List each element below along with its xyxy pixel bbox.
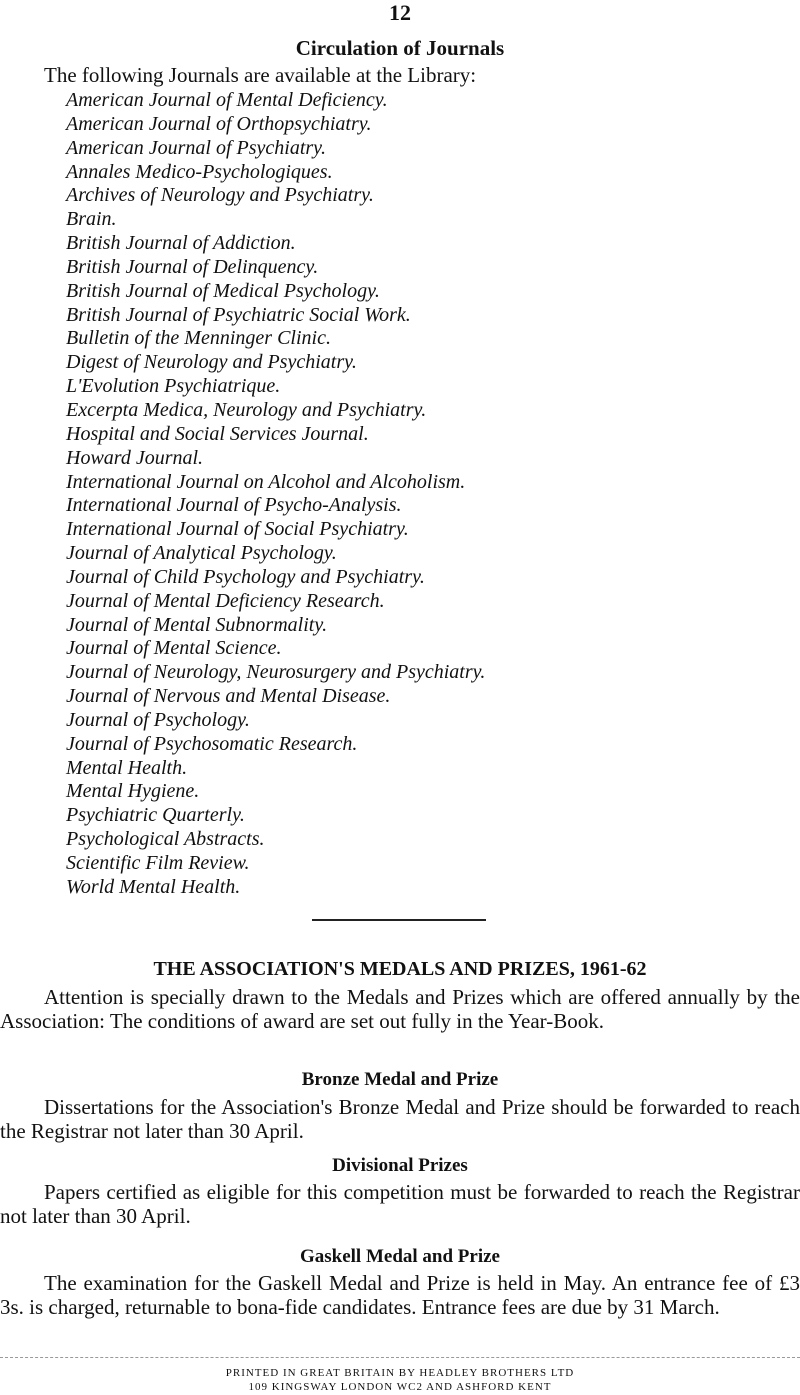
journal-item: Brain. (66, 208, 117, 231)
journal-item: Journal of Mental Deficiency Research. (66, 589, 385, 612)
journal-item: Journal of Neurology, Neurosurgery and Psychiatry. (66, 661, 486, 684)
journal-item: Psychological Abstracts. (66, 828, 265, 851)
journal-item: Journal of Analytical Psychology. (66, 542, 337, 565)
journal-item: International Journal of Social Psychiatry. (66, 518, 409, 541)
journal-item: British Journal of Delinquency. (66, 255, 319, 278)
journal-item: Digest of Neurology and Psychiatry. (66, 351, 357, 374)
journal-item: American Journal of Psychiatry. (66, 136, 326, 159)
journal-item: British Journal of Medical Psychology. (66, 279, 380, 302)
journal-list (66, 89, 485, 900)
bronze-text: Dissertations for the Association's Bronze Medal and Prize should be forwarded to reach the Registrar not later than 30 April. (0, 1095, 800, 1143)
bronze-heading: Bronze Medal and Prize (301, 1069, 499, 1090)
journal-item: Annales Medico-Psychologiques. (66, 160, 333, 183)
journal-item: L'Evolution Psychiatrique. (66, 375, 281, 398)
footer-divider (0, 1357, 800, 1358)
journal-item: Hospital and Social Services Journal. (66, 422, 369, 445)
divisional-text: Papers certified as eligible for this competition must be forwarded to reach the Registrar not later than 30 April. (0, 1180, 800, 1228)
journal-item: Journal of Mental Subnormality. (66, 613, 328, 636)
journal-item: Journal of Child Psychology and Psychiatry. (66, 565, 425, 588)
journal-item: American Journal of Orthopsychiatry. (66, 112, 372, 135)
journal-item: Mental Health. (66, 756, 188, 779)
circulation-intro: The following Journals are available at the Library: (44, 63, 477, 87)
imprint-line-2: 109 KINGSWAY LONDON WC2 AND ASHFORD KENT (248, 1381, 552, 1393)
medals-heading: THE ASSOCIATION'S MEDALS AND PRIZES, 1961-62 (153, 958, 647, 980)
section-divider (312, 919, 486, 921)
gaskell-text: The examination for the Gaskell Medal and Prize is held in May. An entrance fee of £3 3s. is charged, returnable to bona-fide candidates. Entrance fees are due by 31 March. (0, 1271, 800, 1319)
journal-item: Journal of Psychosomatic Research. (66, 732, 358, 755)
journal-item: Journal of Psychology. (66, 708, 250, 731)
journal-item: International Journal of Psycho-Analysis. (66, 494, 402, 517)
gaskell-heading: Gaskell Medal and Prize (299, 1246, 500, 1267)
journal-item: Howard Journal. (66, 446, 204, 469)
journal-item: International Journal on Alcohol and Alcoholism. (66, 470, 466, 493)
journal-item: Journal of Nervous and Mental Disease. (66, 685, 391, 708)
journal-item: Psychiatric Quarterly. (66, 804, 245, 827)
journal-item: Scientific Film Review. (66, 852, 250, 874)
journal-item: American Journal of Mental Deficiency. (66, 89, 388, 111)
imprint-line-1: PRINTED IN GREAT BRITAIN BY HEADLEY BROTHERS LTD (225, 1367, 575, 1379)
journal-item: Mental Hygiene. (66, 780, 200, 803)
journal-item: Journal of Mental Science. (66, 637, 282, 660)
divisional-heading: Divisional Prizes (332, 1155, 468, 1176)
medals-intro: Attention is specially drawn to the Medals and Prizes which are offered annually by the Association: The conditions of award are set out fully in the Year-Book. (0, 985, 800, 1033)
journal-item: Archives of Neurology and Psychiatry. (66, 184, 374, 207)
journal-item: British Journal of Addiction. (66, 232, 296, 255)
journal-item: Bulletin of the Menninger Clinic. (66, 327, 331, 350)
page-number: 12 (389, 0, 411, 25)
circulation-heading: Circulation of Journals (295, 36, 505, 60)
journal-item: Excerpta Medica, Neurology and Psychiatry. (66, 398, 427, 421)
journal-item: British Journal of Psychiatric Social Work. (66, 303, 411, 326)
journal-item: World Mental Health. (66, 875, 241, 898)
